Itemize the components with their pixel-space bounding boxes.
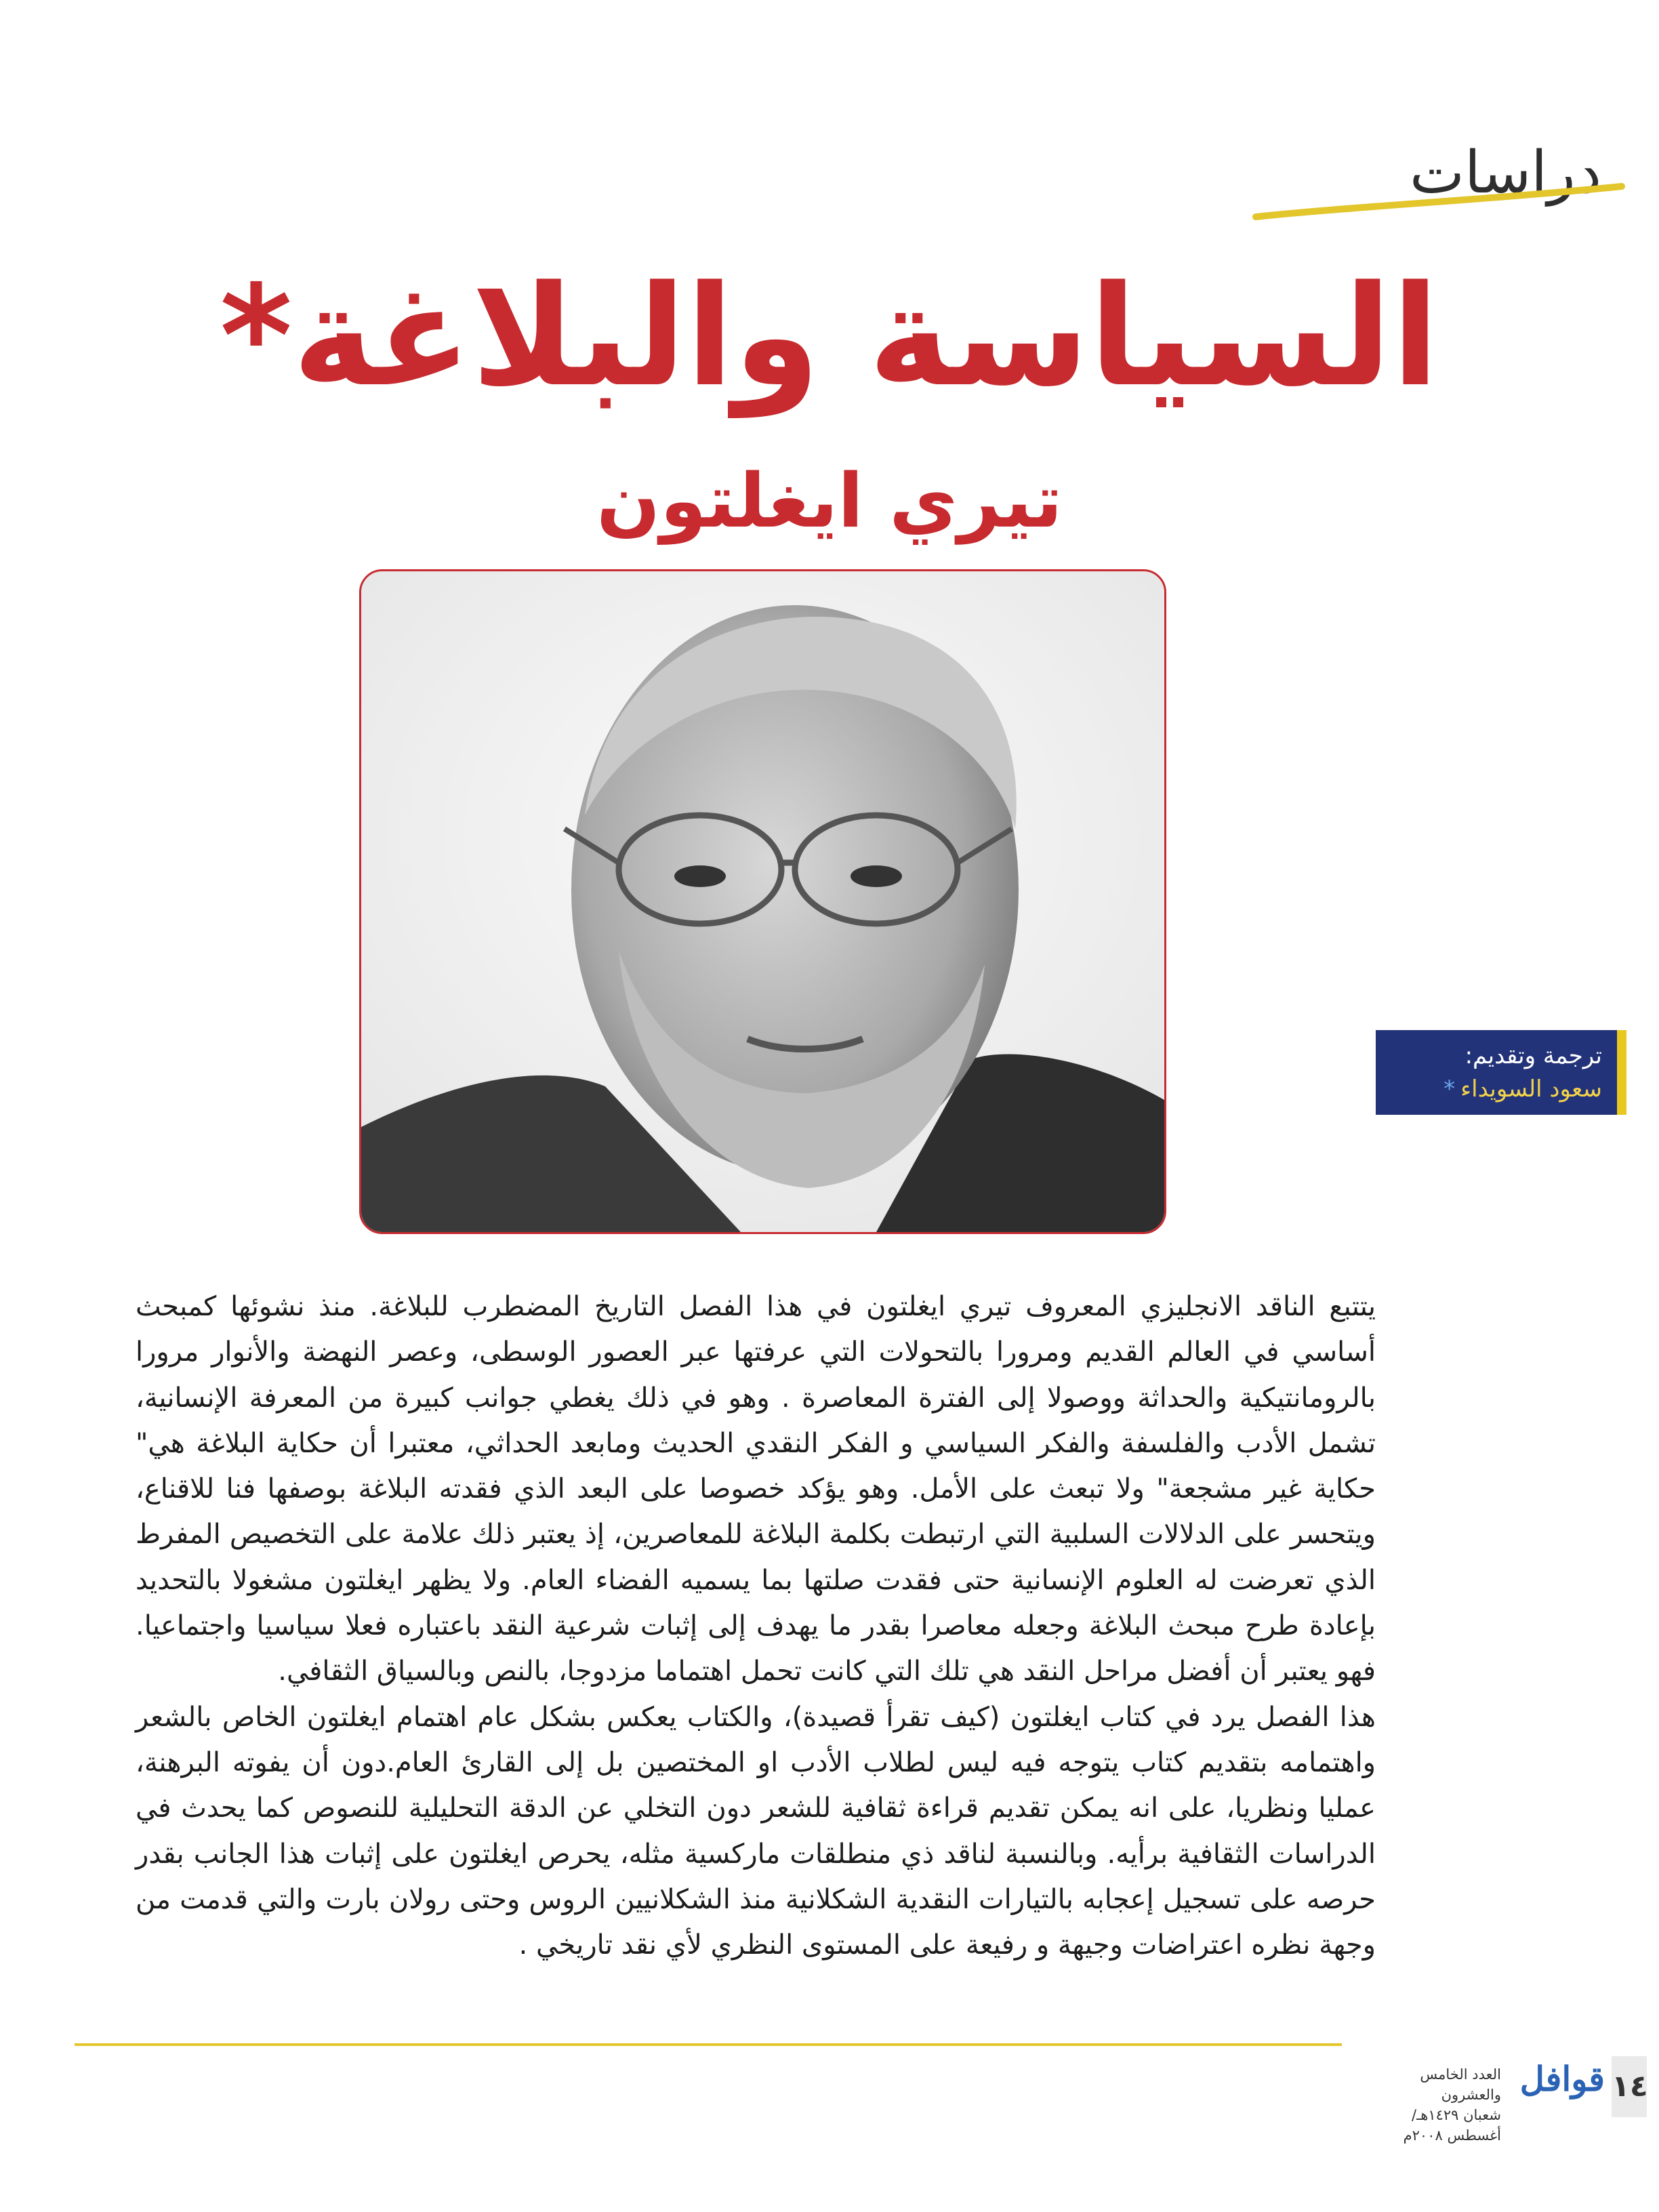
translator-credit <box>1376 1030 1626 1115</box>
article-body <box>136 1284 1376 1968</box>
body-paragraph-2: هذا الفصل يرد في كتاب ايغلتون (كيف تقرأ قصيدة)، والكتاب يعكس بشكل عام اهتمام ايغلتون الخاص بالشعر واهتمامه بتقديم كتاب يتوجه فيه ليس لطلاب الأدب او المختصين بل إلى القارئ العام.دون أن يفوته البرهنة، عمليا ونظريا، على انه يمكن تقديم قراءة ثقافية للشعر دون التخلي عن الدقة التحليلية للنصوص كما يحدث في الدراسات الثقافية برأيه. وبالنسبة لناقد ذي منطلقات ماركسية مثله، يحرص ايغلتون على إثبات هذا الجانب بقدر حرصه على تسجيل إعجابه بالتيارات النقدية الشكلانية منذ الشكلانيين الروس وحتى رولان بارت والتي قدمت من وجهة نظره اعتراضات وجيهة و رفيعة على المستوى النظري لأي نقد تاريخي . <box>136 1701 1376 1961</box>
section-swoosh <box>1249 180 1629 227</box>
body-paragraph-1: يتتبع الناقد الانجليزي المعروف تيري ايغلتون في هذا الفصل التاريخ المضطرب للبلاغة. منذ نشوئها كمبحث أساسي في العالم القديم ومرورا بالتحولات التي عرفتها عبر العصور الوسطى، وعصر النهضة والأنوار مرورا بالرومانتيكية والحداثة ووصولا إلى الفترة المعاصرة . وهو في ذلك يغطي جوانب كبيرة من المعرفة الإنسانية، تشمل الأدب والفلسفة والفكر السياسي و الفكر النقدي الحديث ومابعد الحداثي، معتبرا أن حكاية البلاغة هي" حكاية غير مشجعة" ولا تبعث على الأمل. وهو يؤكد خصوصا على البعد الذي فقدته البلاغة بوصفها فنا للاقناع، ويتحسر على الدلالات السلبية التي ارتبطت بكلمة البلاغة للمعاصرين، إذ يعتبر ذلك علامة على التخصيص المفرط الذي تعرضت له العلوم الإنسانية حتى فقدت صلتها بما يسميه الفضاء العام. ولا يظهر ايغلتون مشغولا بالتحديد بإعادة طرح مبحث البلاغة وجعله معاصرا بقدر ما يهدف إلى إثبات شرعية النقد باعتباره فعلا سياسيا واجتماعيا. فهو يعتبر أن أفضل مراحل النقد هي تلك التي كانت تحمل اهتماما مزدوجا، بالنص وبالسياق الثقافي. <box>136 1291 1376 1687</box>
page-footer <box>1349 2047 1648 2144</box>
credit-name-line <box>1376 1073 1602 1106</box>
article-title: السياسة والبلاغة* <box>220 256 1439 417</box>
translator-name: سعود السويداء <box>1460 1076 1602 1103</box>
issue-number: العدد الخامس والعشرون <box>1420 2066 1501 2103</box>
magazine-logo: قوافل <box>1519 2059 1605 2099</box>
author-portrait <box>361 571 1164 1232</box>
issue-info <box>1359 2064 1501 2146</box>
issue-date: شعبان ١٤٢٩هـ/ أغسطس ٢٠٠٨م <box>1403 2107 1501 2144</box>
credit-role: ترجمة وتقديم: <box>1465 1042 1602 1069</box>
section-label-text: دراسات <box>1410 139 1601 207</box>
footer-rule <box>75 2043 1342 2046</box>
page-number: ١٤ <box>1612 2056 1647 2117</box>
author-photo <box>359 569 1166 1234</box>
section-label <box>1249 139 1629 220</box>
article-author: تيري ايغلتون <box>596 457 1063 544</box>
footnote-marker: * <box>1443 1076 1456 1103</box>
